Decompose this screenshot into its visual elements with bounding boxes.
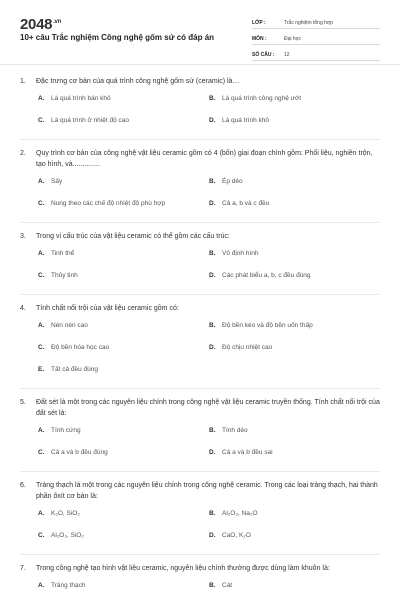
option-b[interactable] — [209, 250, 380, 261]
option-text: Al₂O₃, SiO₂ — [51, 532, 84, 539]
meta-label: LỚP : — [252, 20, 266, 26]
option-c[interactable] — [38, 200, 209, 211]
option-a[interactable] — [38, 250, 209, 261]
question-body: Tính chất nổi trội của vật liệu ceramic gồm có: — [36, 305, 179, 312]
option-letter: A. — [38, 427, 45, 434]
option-a[interactable] — [38, 427, 209, 438]
option-list — [38, 178, 380, 222]
question-2 — [0, 148, 400, 222]
option-text: Độ bền hóa học cao — [51, 344, 110, 351]
question-text — [20, 480, 380, 502]
question-text — [20, 397, 380, 419]
option-letter: C. — [38, 344, 45, 351]
option-e[interactable] — [38, 366, 380, 377]
site-logo[interactable] — [20, 16, 61, 33]
option-text: Độ chịu nhiệt cao — [222, 344, 273, 351]
question-6 — [0, 480, 400, 554]
question-body: Quy trình cơ bản của công nghệ vật liệu ceramic gồm có 4 (bốn) giai đoạn chính gồm: Phối liệu, nghiền trộn, tạo hình, và.............. — [36, 150, 373, 168]
option-list — [38, 322, 380, 388]
option-letter: A. — [38, 95, 45, 102]
meta-label: MÔN : — [252, 36, 267, 42]
option-letter: B. — [209, 582, 216, 589]
meta-row-class — [252, 14, 380, 29]
logo-text: 2048 — [20, 16, 53, 33]
option-d[interactable] — [209, 532, 380, 543]
question-divider — [20, 554, 380, 555]
option-letter: E. — [38, 366, 45, 373]
meta-info — [252, 14, 380, 62]
option-c[interactable] — [38, 344, 209, 355]
option-d[interactable] — [209, 449, 380, 460]
option-text: Là quá trình khô — [222, 117, 269, 124]
option-letter: D. — [209, 344, 216, 351]
option-text: Nén nén cao — [51, 322, 88, 329]
option-text: Là quá trình công nghệ ướt — [222, 95, 302, 102]
option-b[interactable] — [209, 322, 380, 333]
option-letter: D. — [209, 532, 216, 539]
option-letter: C. — [38, 200, 45, 207]
option-d[interactable] — [209, 272, 380, 283]
option-c[interactable] — [38, 117, 209, 128]
option-letter: B. — [209, 510, 216, 517]
meta-value: Trắc nghiệm tổng hợp — [284, 20, 333, 26]
question-divider — [20, 471, 380, 472]
option-letter: A. — [38, 322, 45, 329]
question-number: 1. — [20, 78, 26, 85]
option-letter: D. — [209, 449, 216, 456]
option-text: Cả a và b đều đúng — [51, 449, 108, 456]
option-letter: C. — [38, 532, 45, 539]
option-text: CaO, K₂O — [222, 532, 251, 539]
option-letter: D. — [209, 272, 216, 279]
option-text: Cả a và b đều sai — [222, 449, 273, 456]
question-body: Trong công nghệ tạo hình vật liệu ceramic, nguyên liệu chính thường được dùng làm khuôn là: — [36, 565, 330, 572]
option-letter: B. — [209, 427, 216, 434]
option-text: Cát — [222, 582, 233, 589]
meta-row-count — [252, 46, 380, 61]
header-divider — [0, 64, 400, 65]
option-text: Tràng thạch — [51, 582, 86, 589]
question-divider — [20, 222, 380, 223]
option-a[interactable] — [38, 510, 209, 521]
question-text — [20, 563, 380, 574]
option-letter: A. — [38, 510, 45, 517]
meta-value: 12 — [284, 52, 290, 58]
question-body: Đặc trưng cơ bản của quá trình công nghệ gốm sứ (ceramic) là… — [36, 78, 240, 85]
option-list — [38, 95, 380, 139]
page-title: 10+ câu Trắc nghiệm Công nghệ gốm sứ có đáp án — [20, 33, 215, 42]
option-d[interactable] — [209, 117, 380, 128]
option-text: Là quá trình bán khô — [51, 95, 111, 102]
option-text: Al₂O₃, Na₂O — [222, 510, 258, 517]
option-list — [38, 582, 380, 600]
question-divider — [20, 294, 380, 295]
option-a[interactable] — [38, 322, 209, 333]
option-text: Thủy tinh — [51, 272, 78, 279]
option-text: Nung theo các chế độ nhiệt độ phù hợp — [51, 200, 166, 207]
option-text: K₂O, SiO₂ — [51, 510, 80, 517]
question-text — [20, 76, 380, 87]
question-4 — [0, 303, 400, 388]
option-b[interactable] — [209, 178, 380, 189]
question-number: 6. — [20, 482, 26, 489]
question-5 — [0, 397, 400, 471]
option-b[interactable] — [209, 582, 380, 593]
option-text: Vô định hình — [222, 250, 259, 257]
logo-suffix: .vn — [53, 19, 61, 25]
question-body: Tràng thạch là một trong các nguyên liệu chính trong công nghệ ceramic. Trong các loại tràng thạch, hai thành phần ôxít cơ bản là: — [36, 482, 378, 500]
option-letter: B. — [209, 95, 216, 102]
option-text: Tất cả đều đúng — [51, 366, 98, 373]
option-d[interactable] — [209, 200, 380, 211]
question-7 — [0, 563, 400, 600]
option-c[interactable] — [38, 272, 209, 283]
option-c[interactable] — [38, 532, 209, 543]
option-a[interactable] — [38, 95, 209, 106]
option-text: Là quá trình ở nhiệt độ cao — [51, 117, 129, 124]
option-letter: C. — [38, 117, 45, 124]
meta-row-subject — [252, 30, 380, 45]
option-text: Tinh thể — [51, 250, 75, 257]
question-number: 4. — [20, 305, 26, 312]
question-3 — [0, 231, 400, 294]
option-list — [38, 427, 380, 471]
question-divider — [20, 388, 380, 389]
option-text: Độ bền kéo và độ bền uốn thấp — [222, 322, 313, 329]
option-text: Tính cứng — [51, 427, 81, 434]
question-body: Trong vi cấu trúc của vật liệu ceramic có thể gồm các cấu trúc: — [36, 233, 230, 240]
option-letter: A. — [38, 250, 45, 257]
question-number: 2. — [20, 150, 26, 157]
question-text — [20, 148, 380, 170]
option-letter: A. — [38, 178, 45, 185]
option-c[interactable] — [38, 449, 209, 460]
meta-value: Đại học — [284, 36, 301, 42]
option-letter: C. — [38, 449, 45, 456]
option-text: Sấy — [51, 178, 63, 185]
option-text: Các phát biểu a, b, c đều đúng — [222, 272, 311, 279]
option-b[interactable] — [209, 95, 380, 106]
meta-label: SỐ CÂU : — [252, 52, 275, 58]
question-number: 5. — [20, 399, 26, 406]
option-letter: B. — [209, 322, 216, 329]
option-letter: A. — [38, 582, 45, 589]
option-text: Cả a, b và c đều — [222, 200, 270, 207]
page-header — [0, 0, 400, 70]
option-letter: B. — [209, 178, 216, 185]
option-letter: B. — [209, 250, 216, 257]
option-letter: D. — [209, 200, 216, 207]
option-letter: C. — [38, 272, 45, 279]
question-divider — [20, 139, 380, 140]
question-1 — [0, 76, 400, 139]
option-list — [38, 510, 380, 554]
question-list — [0, 76, 400, 600]
option-a[interactable] — [38, 178, 209, 189]
option-a[interactable] — [38, 582, 209, 593]
question-number: 7. — [20, 565, 26, 572]
option-d[interactable] — [209, 344, 380, 355]
option-letter: D. — [209, 117, 216, 124]
question-text — [20, 303, 380, 314]
option-b[interactable] — [209, 510, 380, 521]
question-number: 3. — [20, 233, 26, 240]
question-body: Đất sét là một trong các nguyên liệu chính trong công nghệ vật liệu ceramic truyền thống. Tính chất nổi trội của đất sét là: — [36, 399, 380, 417]
option-b[interactable] — [209, 427, 380, 438]
option-list — [38, 250, 380, 294]
option-text: Ép dẻo — [222, 178, 243, 185]
question-text — [20, 231, 380, 242]
option-text: Tính dẻo — [222, 427, 248, 434]
